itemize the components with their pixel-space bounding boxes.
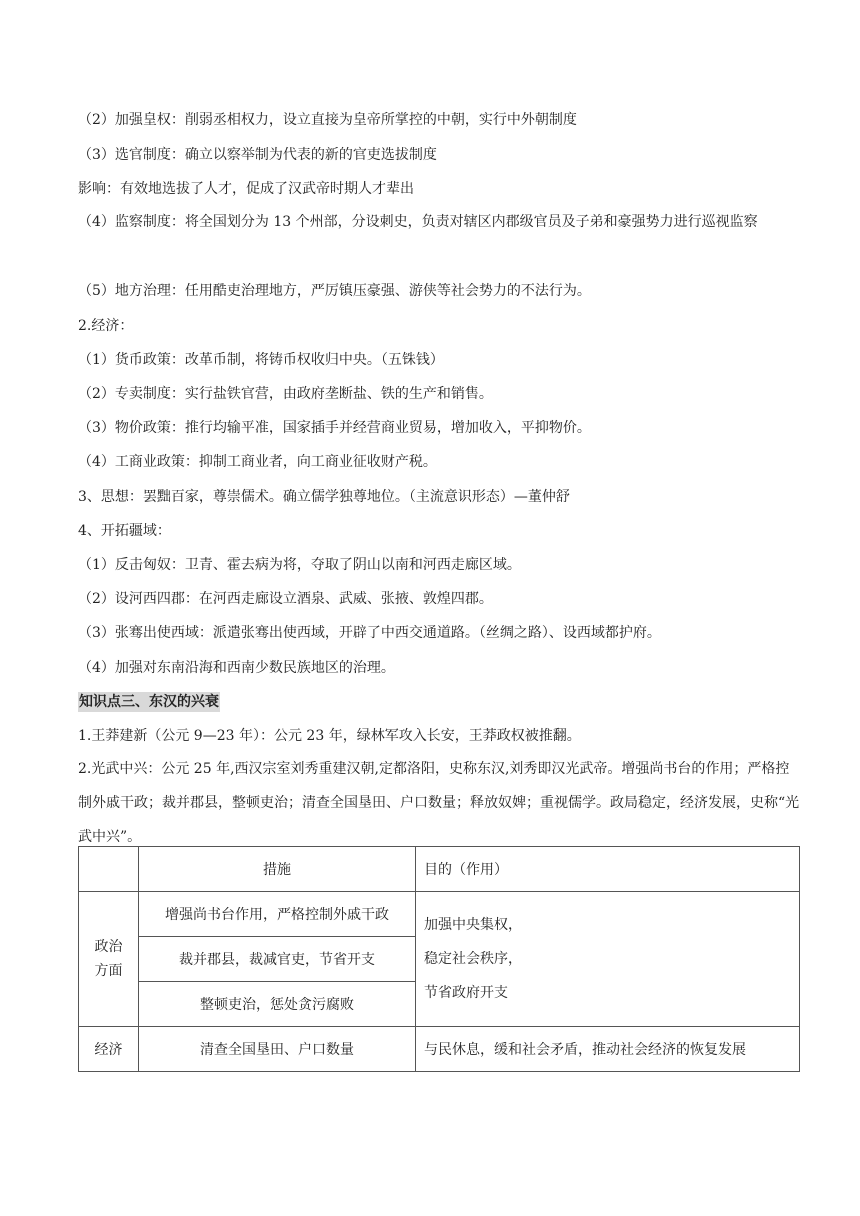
- politics-measure-cell: 整顿吏治，惩处贪污腐败: [139, 982, 416, 1027]
- politics-measure-cell: 裁并郡县，裁减官吏，节省开支: [139, 937, 416, 982]
- paragraph-line: （1）货币政策：改革币制，将铸币权收归中央。（五铢钱）: [78, 352, 444, 368]
- politics-measure-cell: 增强尚书台作用，严格控制外戚干政: [139, 892, 416, 937]
- header-purpose-cell: 目的（作用）: [416, 847, 800, 892]
- header-measures-cell: 措施: [139, 847, 416, 892]
- section-heading-economy: 2.经济：: [78, 318, 134, 334]
- knowledge-point-heading: 知识点三、东汉的兴衰: [79, 694, 219, 710]
- table-row: [79, 1027, 800, 1072]
- table-row: [79, 892, 800, 937]
- paragraph-line: （2）设河西四郡：在河西走廊设立酒泉、武威、张掖、敦煌四郡。: [78, 591, 493, 607]
- paragraph-line: 1.王莽建新（公元 9—23 年）：公元 23 年，绿林军攻入长安，王莽政权被推翻。: [78, 728, 581, 744]
- paragraph-line: （2）加强皇权：削弱丞相权力，设立直接为皇帝所掌控的中朝，实行中外朝制度: [78, 112, 577, 128]
- paragraph-line: （3）张骞出使西域：派遣张骞出使西域，开辟了中西交通道路。（丝绸之路）、设西域都护府。: [78, 625, 661, 641]
- section-heading-territory: 4、开拓疆域：: [78, 523, 171, 539]
- paragraph-line: （5）地方治理：任用酷吏治理地方，严厉镇压豪强、游侠等社会势力的不法行为。: [78, 283, 591, 299]
- paragraph-line: 2.光武中兴：公元 25 年,西汉宗室刘秀重建汉朝,定都洛阳，史称东汉,刘秀即汉光武帝。增强尚书台的作用；严格控制外戚干政；裁并郡县，整顿吏治；清查全国垦田、户口数量；释放奴婢；重视儒学。政局稳定，经济发展，史称“光武中兴”。: [78, 761, 800, 845]
- economy-label-cell: 经济: [79, 1027, 139, 1072]
- paragraph-line: （3）选官制度：确立以察举制为代表的新的官吏选拔制度: [78, 147, 437, 163]
- paragraph-line: 影响：有效地选拔了人才，促成了汉武帝时期人才辈出: [78, 181, 414, 197]
- section-heading-thought: 3、思想：罢黜百家，尊崇儒术。确立儒学独尊地位。（主流意识形态）—董仲舒: [78, 489, 570, 505]
- paragraph-line: （2）专卖制度：实行盐铁官营，由政府垄断盐、铁的生产和销售。: [78, 386, 493, 402]
- table-header-row: [79, 847, 800, 892]
- politics-purpose-cell: 加强中央集权， 稳定社会秩序， 节省政府开支: [416, 892, 800, 1027]
- paragraph-line: （4）工商业政策：抑制工商业者，向工商业征收财产税。: [78, 454, 437, 470]
- economy-purpose-cell: 与民休息，缓和社会矛盾，推动社会经济的恢复发展: [416, 1027, 800, 1072]
- economy-measure-cell: 清查全国垦田、户口数量: [139, 1027, 416, 1072]
- paragraph-line: （4）监察制度：将全国划分为 13 个州部，分设刺史，负责对辖区内郡级官员及子弟和豪强势力进行巡视监察: [78, 214, 758, 230]
- paragraph-line: （3）物价政策：推行均输平准，国家插手并经营商业贸易，增加收入，平抑物价。: [78, 420, 591, 436]
- politics-label-cell: 政治方面: [79, 892, 139, 1027]
- header-blank-cell: [79, 847, 139, 892]
- measures-table: [78, 846, 800, 1072]
- paragraph-line: （4）加强对东南沿海和西南少数民族地区的治理。: [78, 660, 395, 676]
- paragraph-line: （1）反击匈奴：卫青、霍去病为将，夺取了阴山以南和河西走廊区域。: [78, 557, 521, 573]
